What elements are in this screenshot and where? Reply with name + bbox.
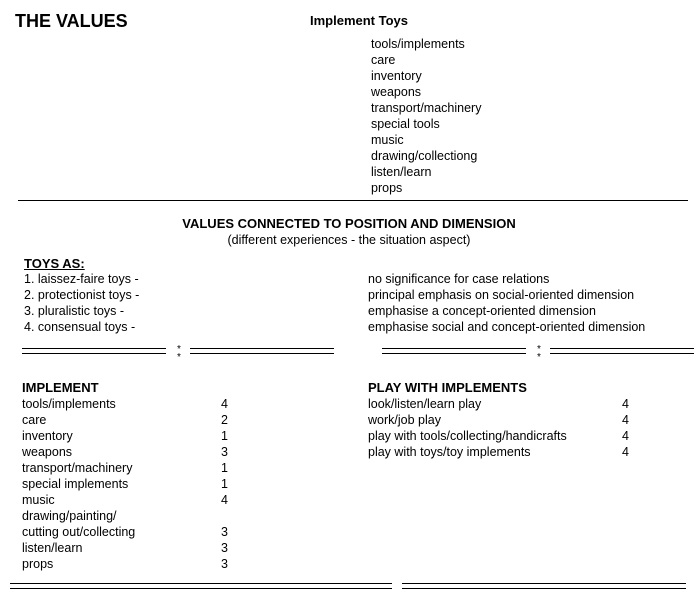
table-row xyxy=(22,460,242,476)
table-row xyxy=(368,412,648,428)
toy-description: emphasise social and concept-oriented dimension xyxy=(368,320,646,334)
list-item: care xyxy=(371,53,396,67)
table-row xyxy=(22,524,242,540)
row-label: listen/learn xyxy=(22,541,83,555)
row-label: play with tools/collecting/handicrafts xyxy=(368,429,567,443)
double-rule xyxy=(402,583,686,589)
separator-star: * xyxy=(177,352,181,363)
table-row xyxy=(368,444,648,460)
list-item: music xyxy=(371,133,404,147)
list-item: special tools xyxy=(371,117,440,131)
row-value: 4 xyxy=(622,397,629,411)
row-value: 3 xyxy=(221,525,228,539)
row-label: work/job play xyxy=(368,413,441,427)
double-rule xyxy=(382,348,526,354)
row-value: 4 xyxy=(622,445,629,459)
toy-type: 3. pluralistic toys - xyxy=(24,304,125,318)
double-rule xyxy=(190,348,334,354)
row-value: 3 xyxy=(221,557,228,571)
toy-descriptions-list xyxy=(368,271,645,335)
row-label: music xyxy=(22,493,55,507)
play-heading: PLAY WITH IMPLEMENTS xyxy=(368,380,527,395)
row-value: 1 xyxy=(221,429,228,443)
list-item: drawing/collectiong xyxy=(371,149,478,163)
list-item: props xyxy=(371,181,403,195)
table-row xyxy=(22,508,242,524)
row-label: care xyxy=(22,413,47,427)
row-value: 4 xyxy=(221,397,228,411)
page-title: THE VALUES xyxy=(15,11,128,31)
table-row xyxy=(22,396,242,412)
table-row xyxy=(368,396,648,412)
table-row xyxy=(22,428,242,444)
row-label: drawing/painting/ xyxy=(22,509,117,523)
implement-toys-heading: Implement Toys xyxy=(310,13,409,28)
separator-star: * xyxy=(177,344,181,355)
toy-description: principal emphasis on social-oriented dimension xyxy=(368,288,635,302)
table-row xyxy=(22,492,242,508)
table-row xyxy=(368,428,648,444)
separator-star: * xyxy=(537,344,541,355)
row-label: inventory xyxy=(22,429,73,443)
row-value: 3 xyxy=(221,445,228,459)
list-item: tools/implements xyxy=(371,37,465,51)
table-row xyxy=(22,476,242,492)
table-row xyxy=(22,556,242,572)
implement-toys-list xyxy=(371,36,481,196)
section-subheading: (different experiences - the situation aspect) xyxy=(227,233,471,247)
row-label: cutting out/collecting xyxy=(22,525,136,539)
row-value: 4 xyxy=(622,413,629,427)
row-value: 1 xyxy=(221,461,228,475)
list-item: transport/machinery xyxy=(371,101,482,115)
toy-types-list xyxy=(24,271,139,335)
row-value: 4 xyxy=(622,429,629,443)
row-label: look/listen/learn play xyxy=(368,397,482,411)
double-rule xyxy=(22,348,166,354)
toy-description: emphasise a concept-oriented dimension xyxy=(368,304,596,318)
separator-star: * xyxy=(537,352,541,363)
implement-heading: IMPLEMENT xyxy=(22,380,99,395)
row-value: 1 xyxy=(221,477,228,491)
toy-type: 2. protectionist toys - xyxy=(24,288,140,302)
row-value: 3 xyxy=(221,541,228,555)
row-label: transport/machinery xyxy=(22,461,133,475)
toy-type: 1. laissez-faire toys - xyxy=(24,272,139,286)
implement-table xyxy=(22,396,242,572)
section-heading: VALUES CONNECTED TO POSITION AND DIMENSION xyxy=(182,216,516,231)
double-rule xyxy=(10,583,392,589)
row-label: weapons xyxy=(22,445,73,459)
section-divider xyxy=(18,200,688,201)
row-value: 2 xyxy=(221,413,228,427)
row-label: tools/implements xyxy=(22,397,116,411)
list-item: listen/learn xyxy=(371,165,432,179)
row-label: play with toys/toy implements xyxy=(368,445,531,459)
table-row xyxy=(22,540,242,556)
row-label: props xyxy=(22,557,54,571)
row-label: special implements xyxy=(22,477,129,491)
row-value: 4 xyxy=(221,493,228,507)
table-row xyxy=(22,412,242,428)
toy-type: 4. consensual toys - xyxy=(24,320,136,334)
table-row xyxy=(22,444,242,460)
list-item: weapons xyxy=(371,85,422,99)
toy-description: no significance for case relations xyxy=(368,272,550,286)
play-table xyxy=(368,396,648,460)
list-item: inventory xyxy=(371,69,422,83)
toys-as-label: TOYS AS: xyxy=(24,256,85,271)
double-rule xyxy=(550,348,694,354)
